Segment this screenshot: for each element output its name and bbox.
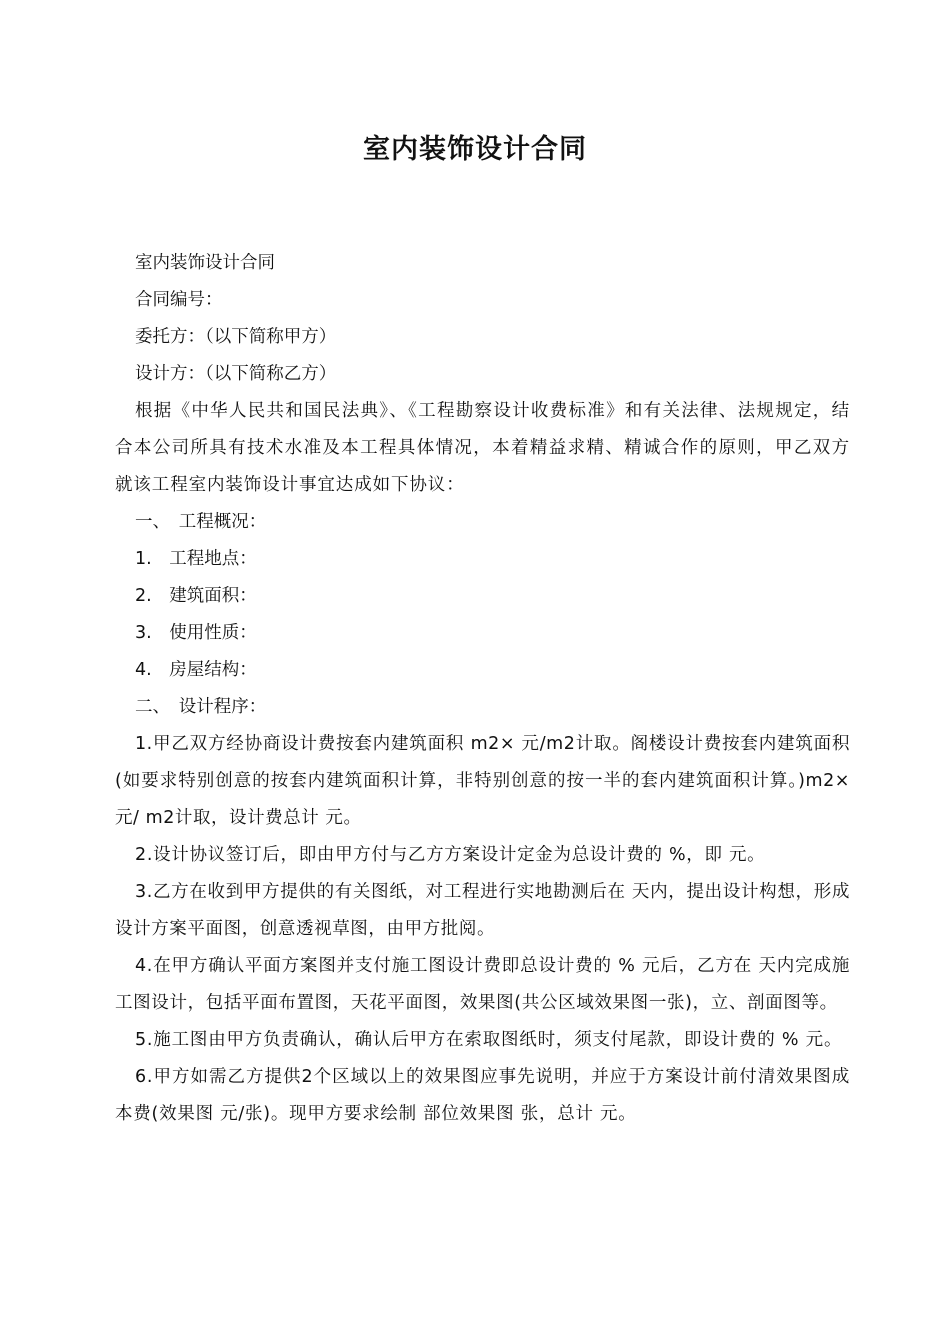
document-title: 室内装饰设计合同 <box>363 134 587 165</box>
clause-site-survey: 3.乙方在收到甲方提供的有关图纸，对工程进行实地勘测后在 天内，提出设计构想，形成设计方案平面图，创意透视草图，由甲方批阅。 <box>115 882 850 939</box>
clause-deposit: 2.设计协议签订后，即由甲方付与乙方方案设计定金为总设计费的 %，即 元。 <box>135 845 766 865</box>
list-item-project-location: 1. 工程地点： <box>135 549 257 569</box>
document-body <box>115 245 850 1133</box>
paragraph-contract-number: 合同编号： <box>135 290 223 310</box>
list-item-structure: 4. 房屋结构： <box>135 660 257 680</box>
section-heading-design-procedure: 二、 设计程序： <box>135 697 267 717</box>
paragraph-contract-name: 室内装饰设计合同 <box>135 253 275 273</box>
clause-construction-drawings: 4.在甲方确认平面方案图并支付施工图设计费即总设计费的 % 元后，乙方在 天内完成施工图设计，包括平面布置图，天花平面图，效果图(共公区域效果图一张)，立、剖面图等。 <box>115 956 850 1013</box>
clause-design-fee: 1.甲乙双方经协商设计费按套内建筑面积 m2× 元/m2计取。阁楼设计费按套内建筑面积(如要求特别创意的按套内建筑面积计算，非特别创意的按一半的套内建筑面积计算。)m2× 元/ m2计取，设计费总计 元。 <box>115 734 850 828</box>
list-item-building-area: 2. 建筑面积： <box>135 586 257 606</box>
paragraph-designer: 设计方：（以下简称乙方） <box>135 364 337 384</box>
paragraph-client: 委托方：（以下简称甲方） <box>135 327 337 347</box>
clause-final-payment: 5.施工图由甲方负责确认，确认后甲方在索取图纸时，须支付尾款，即设计费的 % 元。 <box>135 1030 843 1050</box>
section-heading-project-overview: 一、 工程概况： <box>135 512 267 532</box>
clause-renderings: 6.甲方如需乙方提供2个区域以上的效果图应事先说明，并应于方案设计前付清效果图成本费(效果图 元/张)。现甲方要求绘制 部位效果图 张，总计 元。 <box>115 1067 850 1124</box>
paragraph-preamble: 根据《中华人民共和国民法典》、《工程勘察设计收费标准》和有关法律、法规规定，结合本公司所具有技术水准及本工程具体情况，本着精益求精、精诚合作的原则，甲乙双方就该工程室内装饰设计事宜达成如下协议： <box>115 401 850 495</box>
list-item-usage: 3. 使用性质： <box>135 623 257 643</box>
